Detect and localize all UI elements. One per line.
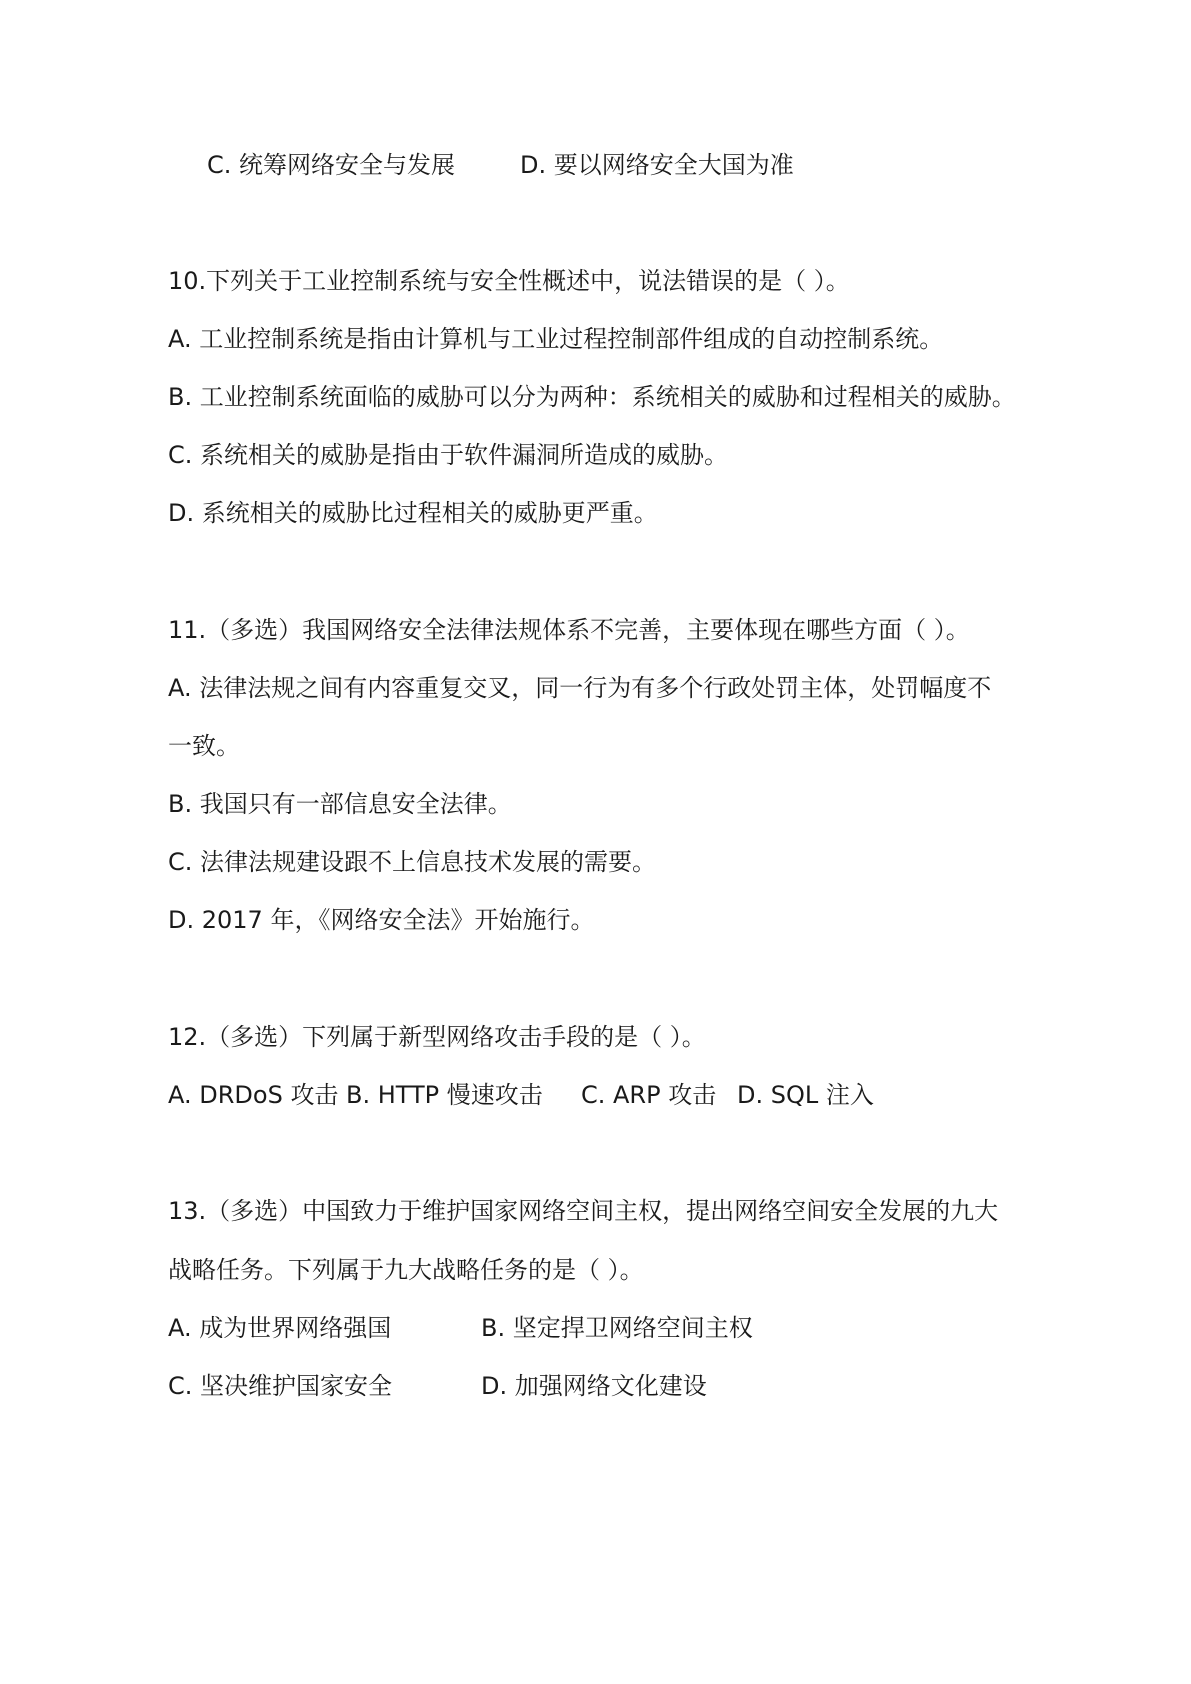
q13-option-d: D. 加强网络文化建设	[481, 1372, 707, 1400]
q12-option-c: C. ARP 攻击	[581, 1081, 717, 1109]
q10-option-a: A. 工业控制系统是指由计算机与工业过程控制部件组成的自动控制系统。	[168, 325, 944, 353]
q11-option-b: B. 我国只有一部信息安全法律。	[168, 790, 512, 818]
q10-option-b: B. 工业控制系统面临的威胁可以分为两种：系统相关的威胁和过程相关的威胁。	[168, 383, 1016, 411]
q10-option-d: D. 系统相关的威胁比过程相关的威胁更严重。	[168, 499, 658, 527]
q12-stem: 12.（多选）下列属于新型网络攻击手段的是（ ）。	[168, 1023, 706, 1051]
q13-stem-line1: 13.（多选）中国致力于维护国家网络空间主权，提出网络空间安全发展的九大	[168, 1197, 999, 1225]
q11-option-a-line1: A. 法律法规之间有内容重复交叉，同一行为有多个行政处罚主体，处罚幅度不	[168, 674, 992, 702]
q10-option-c: C. 系统相关的威胁是指由于软件漏洞所造成的威胁。	[168, 441, 729, 469]
q13-option-a: A. 成为世界网络强国	[168, 1314, 392, 1342]
q11-option-c: C. 法律法规建设跟不上信息技术发展的需要。	[168, 848, 657, 876]
q13-option-b: B. 坚定捍卫网络空间主权	[481, 1314, 753, 1342]
q12-option-a: A. DRDoS 攻击	[168, 1081, 339, 1109]
q9-option-c: C. 统筹网络安全与发展	[207, 151, 456, 179]
q9-option-d: D. 要以网络安全大国为准	[520, 151, 794, 179]
q11-option-a-line2: 一致。	[168, 732, 240, 760]
q11-stem: 11.（多选）我国网络安全法律法规体系不完善，主要体现在哪些方面（ ）。	[168, 616, 970, 644]
q11-option-d: D. 2017 年，《网络安全法》开始施行。	[168, 906, 595, 934]
q10-stem: 10.下列关于工业控制系统与安全性概述中，说法错误的是（ ）。	[168, 267, 850, 295]
q12-option-b: B. HTTP 慢速攻击	[346, 1081, 543, 1109]
q13-option-c: C. 坚决维护国家安全	[168, 1372, 393, 1400]
q12-option-d: D. SQL 注入	[737, 1081, 874, 1109]
q13-stem-line2: 战略任务。下列属于九大战略任务的是（ ）。	[168, 1256, 644, 1284]
